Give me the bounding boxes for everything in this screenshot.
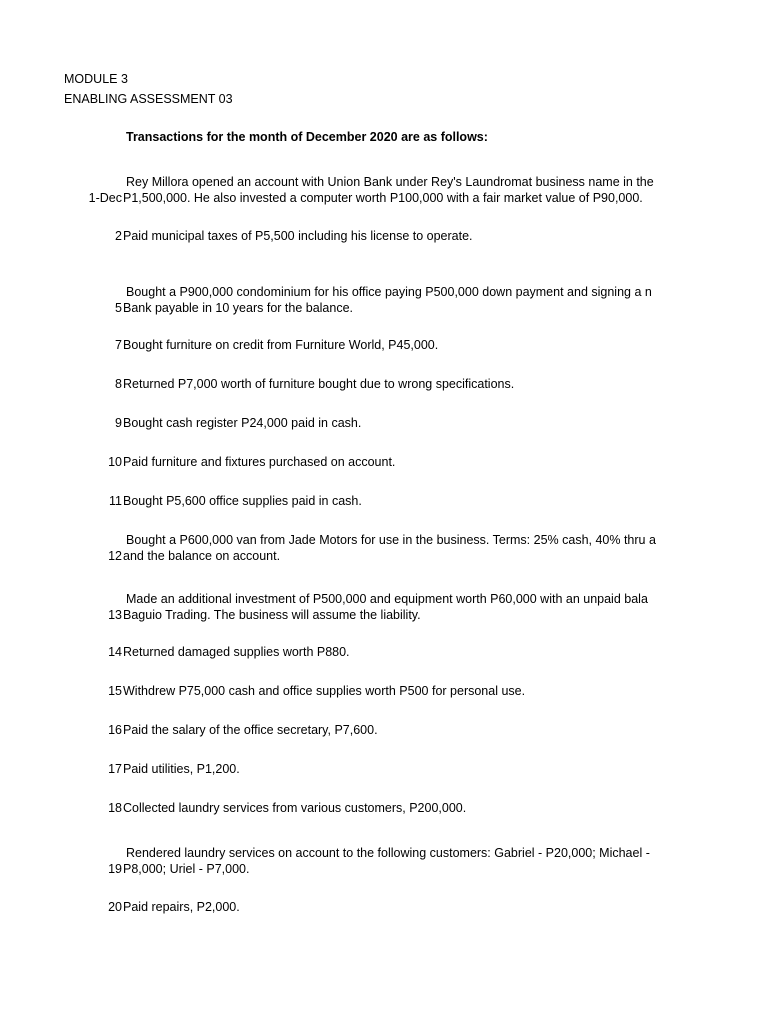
transaction-day: 11 bbox=[109, 494, 122, 508]
transaction-text-line2: P8,000; Uriel - P7,000. bbox=[123, 862, 250, 876]
transaction-text: Bought P5,600 office supplies paid in cash. bbox=[123, 494, 362, 508]
transaction-row bbox=[0, 591, 656, 627]
transaction-day: 12 bbox=[108, 549, 122, 563]
transaction-text-line2: and the balance on account. bbox=[123, 549, 281, 563]
transaction-row bbox=[0, 899, 656, 917]
transaction-day: 1-Dec bbox=[88, 191, 122, 205]
transaction-day: 7 bbox=[115, 338, 122, 352]
transaction-day: 9 bbox=[115, 416, 122, 430]
transaction-text-line1: Bought a P900,000 condominium for his office paying P500,000 down payment and signing a n bbox=[126, 285, 652, 299]
transaction-row bbox=[0, 644, 656, 662]
transaction-day: 17 bbox=[108, 762, 122, 776]
transaction-text: Returned P7,000 worth of furniture bought due to wrong specifications. bbox=[123, 377, 515, 391]
transaction-row bbox=[0, 493, 656, 511]
transaction-text: Paid utilities, P1,200. bbox=[123, 762, 240, 776]
transaction-text: Collected laundry services from various customers, P200,000. bbox=[123, 801, 467, 815]
transactions-intro: Transactions for the month of December 2020 are as follows: bbox=[126, 130, 488, 144]
transaction-day: 8 bbox=[115, 377, 122, 391]
transaction-row bbox=[0, 532, 656, 568]
transaction-text-line1: Rey Millora opened an account with Union Bank under Rey's Laundromat business name in the bbox=[126, 175, 654, 189]
transaction-text: Paid repairs, P2,000. bbox=[123, 900, 240, 914]
transaction-row bbox=[0, 284, 656, 320]
transaction-day: 19 bbox=[108, 862, 122, 876]
transaction-text: Bought cash register P24,000 paid in cash. bbox=[123, 416, 362, 430]
transaction-row bbox=[0, 415, 656, 433]
transaction-row bbox=[0, 454, 656, 472]
transaction-day: 18 bbox=[108, 801, 122, 815]
transaction-day: 2 bbox=[115, 229, 122, 243]
transaction-day: 14 bbox=[108, 645, 122, 659]
transaction-row bbox=[0, 337, 656, 355]
transaction-row bbox=[0, 845, 656, 881]
transaction-day: 20 bbox=[108, 900, 122, 914]
transaction-day: 15 bbox=[108, 684, 122, 698]
transaction-text: Returned damaged supplies worth P880. bbox=[123, 645, 350, 659]
transaction-day: 5 bbox=[115, 301, 122, 315]
transaction-row bbox=[0, 376, 656, 394]
transaction-row bbox=[0, 174, 656, 210]
transaction-text-line1: Rendered laundry services on account to the following customers: Gabriel - P20,000; Michael - bbox=[126, 846, 650, 860]
transaction-text: Paid municipal taxes of P5,500 including his license to operate. bbox=[123, 229, 473, 243]
transaction-text-line2: Bank payable in 10 years for the balance. bbox=[123, 301, 354, 315]
transaction-day: 10 bbox=[108, 455, 122, 469]
transaction-day: 16 bbox=[108, 723, 122, 737]
transaction-row bbox=[0, 683, 656, 701]
transaction-text-line2: Baguio Trading. The business will assume the liability. bbox=[123, 608, 421, 622]
transaction-text: Withdrew P75,000 cash and office supplies worth P500 for personal use. bbox=[123, 684, 526, 698]
transaction-row bbox=[0, 761, 656, 779]
transaction-text-line2: P1,500,000. He also invested a computer worth P100,000 with a fair market value of P90,000. bbox=[123, 191, 643, 205]
transaction-row bbox=[0, 800, 656, 818]
transaction-text-line1: Made an additional investment of P500,000 and equipment worth P60,000 with an unpaid bala bbox=[126, 592, 648, 606]
transaction-text: Paid furniture and fixtures purchased on account. bbox=[123, 455, 396, 469]
assessment-title: ENABLING ASSESSMENT 03 bbox=[64, 92, 233, 106]
transaction-text: Paid the salary of the office secretary, P7,600. bbox=[123, 723, 378, 737]
module-title: MODULE 3 bbox=[64, 72, 128, 86]
transaction-row bbox=[0, 228, 656, 246]
transaction-text-line1: Bought a P600,000 van from Jade Motors for use in the business. Terms: 25% cash, 40% thru a bbox=[126, 533, 656, 547]
transaction-text: Bought furniture on credit from Furniture World, P45,000. bbox=[123, 338, 439, 352]
transaction-row bbox=[0, 722, 656, 740]
transaction-day: 13 bbox=[108, 608, 122, 622]
